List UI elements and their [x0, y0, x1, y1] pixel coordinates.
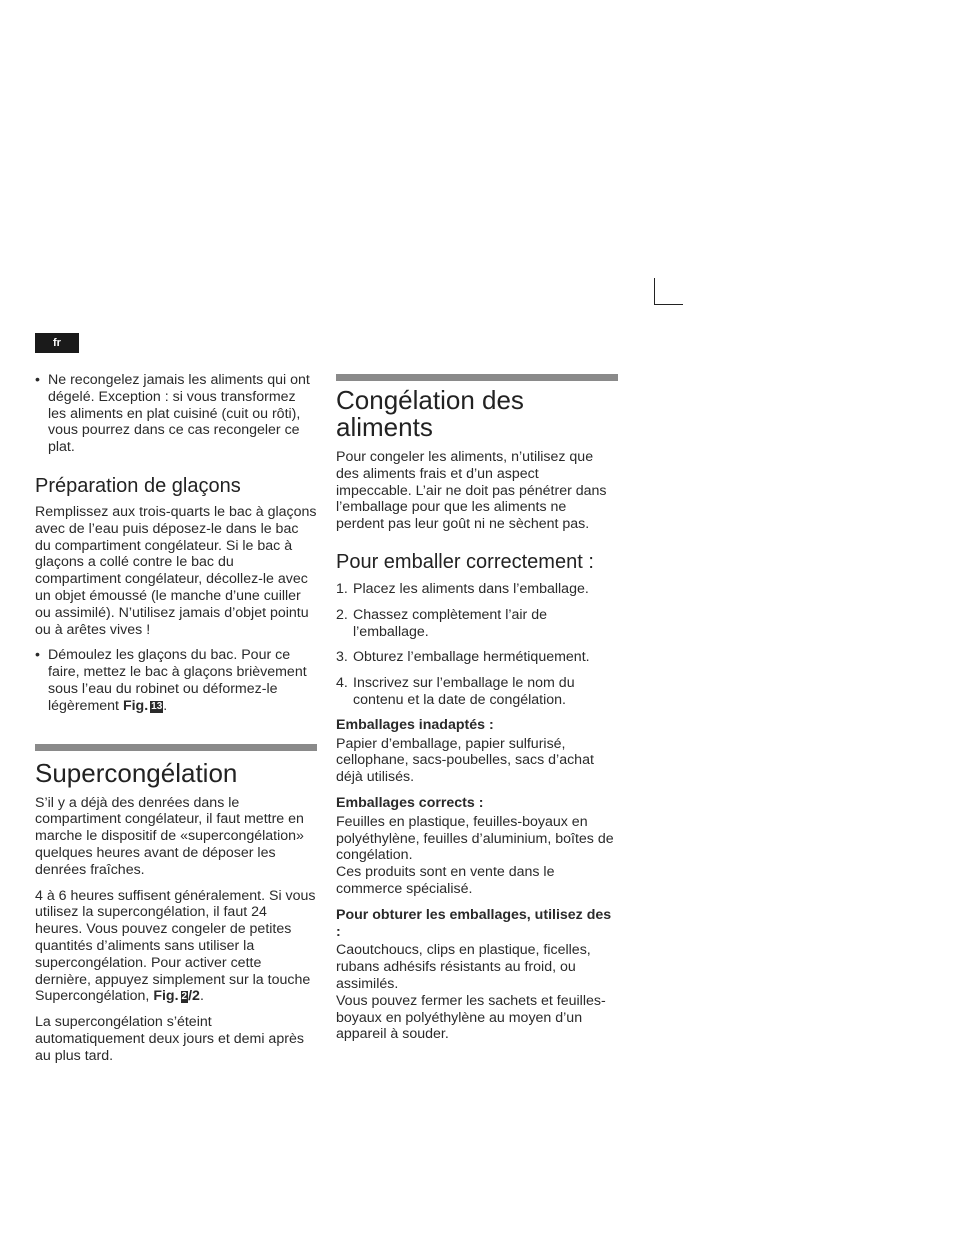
wrapping-heading: Pour emballer correctement :: [336, 550, 594, 573]
unsuitable-packaging-text: Papier d’emballage, papier sulfurisé, cellophane, sacs-poubelles, sacs d’achat déjà utilisés.: [336, 735, 594, 786]
list-item: 2. Chassez complètement l’air de l’emballage.: [336, 606, 547, 640]
ice-cube-heading: Préparation de glaçons: [35, 474, 241, 497]
figure-suffix: /2: [188, 988, 200, 1005]
refreeze-bullet: [35, 372, 317, 456]
supercooling-paragraph-2-text: 4 à 6 heures suffisent généralement. Si vous utilisez la supercongélation, il faut 24 heures. Vous pouvez congeler de petites quantités d’aliments sans utiliser la supercongélation. Pour activer cette dernière, appuyez simplement sur la touche Supercongélation,: [35, 887, 316, 1005]
section-rule: [336, 374, 618, 381]
supercooling-paragraph-3: La supercongélation s’éteint automatiquement deux jours et demi après au plus tard.: [35, 1014, 304, 1064]
ice-cube-paragraph: Remplissez aux trois-quarts le bac à glaçons avec de l’eau puis déposez-le dans le bac du compartiment congélateur. Si le bac à glaçons a collé contre le bac du compartiment congélateur, décollez-le avec un objet émoussé (le manche d’une cuiller ou assimilé). N’utilisez jamais d’objet pointu ou à arêtes vives !: [35, 503, 317, 638]
figure-number-box: 2: [181, 991, 188, 1003]
list-item: 3. Obturez l’emballage hermétiquement.: [336, 649, 590, 666]
supercooling-heading: Supercongélation: [35, 757, 238, 788]
section-rule: [35, 744, 317, 751]
left-column: [35, 372, 317, 1074]
suitable-packaging-heading: Emballages corrects :: [336, 794, 484, 811]
ice-cube-bullet: • Démoulez les glaçons du bac. Pour ce faire, mettez le bac à glaçons brièvement sous l’eau du robinet ou déformez-le légèrement Fig. 13.: [35, 647, 307, 714]
language-tab: fr: [35, 333, 79, 353]
middle-column: [336, 372, 618, 1043]
ice-cube-bullet-text: Démoulez les glaçons du bac. Pour ce faire, mettez le bac à glaçons brièvement sous l’eau du robinet ou déformez-le légèrement: [48, 647, 307, 714]
supercooling-paragraph-2: 4 à 6 heures suffisent généralement. Si vous utilisez la supercongélation, il faut 24 heures. Vous pouvez congeler de petites quantités d’aliments sans utiliser la supercongélation. Pour activer cette dernière, appuyez simplement sur la touche Supercongélation, Fig. 2/2.: [35, 887, 316, 1005]
suitable-packaging-note: Ces produits sont en vente dans le commerce spécialisé.: [336, 864, 555, 897]
bullet-dot: •: [35, 372, 40, 388]
list-item: 4. Inscrivez sur l’emballage le nom du contenu et la date de congélation.: [336, 675, 575, 708]
refreeze-text: Ne recongelez jamais les aliments qui ont dégelé. Exception : si vous transformez les aliments en plat cuisiné (cuit ou rôti), vous pourrez dans ce cas recongeler ce plat.: [48, 372, 310, 456]
figure-number-box: 13: [151, 700, 163, 712]
figure-reference: Fig.: [122, 697, 149, 714]
freezing-heading: Congélation des aliments: [336, 385, 524, 442]
sealing-text: Caoutchoucs, clips en plastique, ficelles, rubans adhésifs résistants au froid, ou assimilés.: [336, 942, 591, 992]
freezing-paragraph: Pour congeler les aliments, n’utilisez que des aliments frais et d’un aspect impeccable. L’air ne doit pas pénétrer dans l’emballage pour que les aliments ne perdent pas leur goût ni ne sèchent pas.: [336, 449, 607, 533]
sealing-note: Vous pouvez fermer les sachets et feuilles-boyaux en polyéthylène au moyen d’un appareil à souder.: [336, 992, 606, 1043]
wrapping-steps: [336, 581, 618, 709]
suitable-packaging-text: Feuilles en plastique, feuilles-boyaux en polyéthylène, feuilles d’aluminium, boîtes de congélation.: [336, 813, 614, 864]
list-item: 1. Placez les aliments dans l’emballage.: [336, 580, 589, 597]
bullet-dot: •: [35, 647, 40, 664]
crop-mark: [654, 278, 683, 305]
supercooling-paragraph-1: S’il y a déjà des denrées dans le compartiment congélateur, il faut mettre en marche le dispositif de «supercongélation» quelques heures avant de déposer les denrées fraîches.: [35, 794, 304, 878]
sealing-heading: Pour obturer les emballages, utilisez des :: [336, 906, 612, 940]
figure-reference: Fig.: [153, 988, 179, 1005]
unsuitable-packaging-heading: Emballages inadaptés :: [336, 716, 494, 733]
